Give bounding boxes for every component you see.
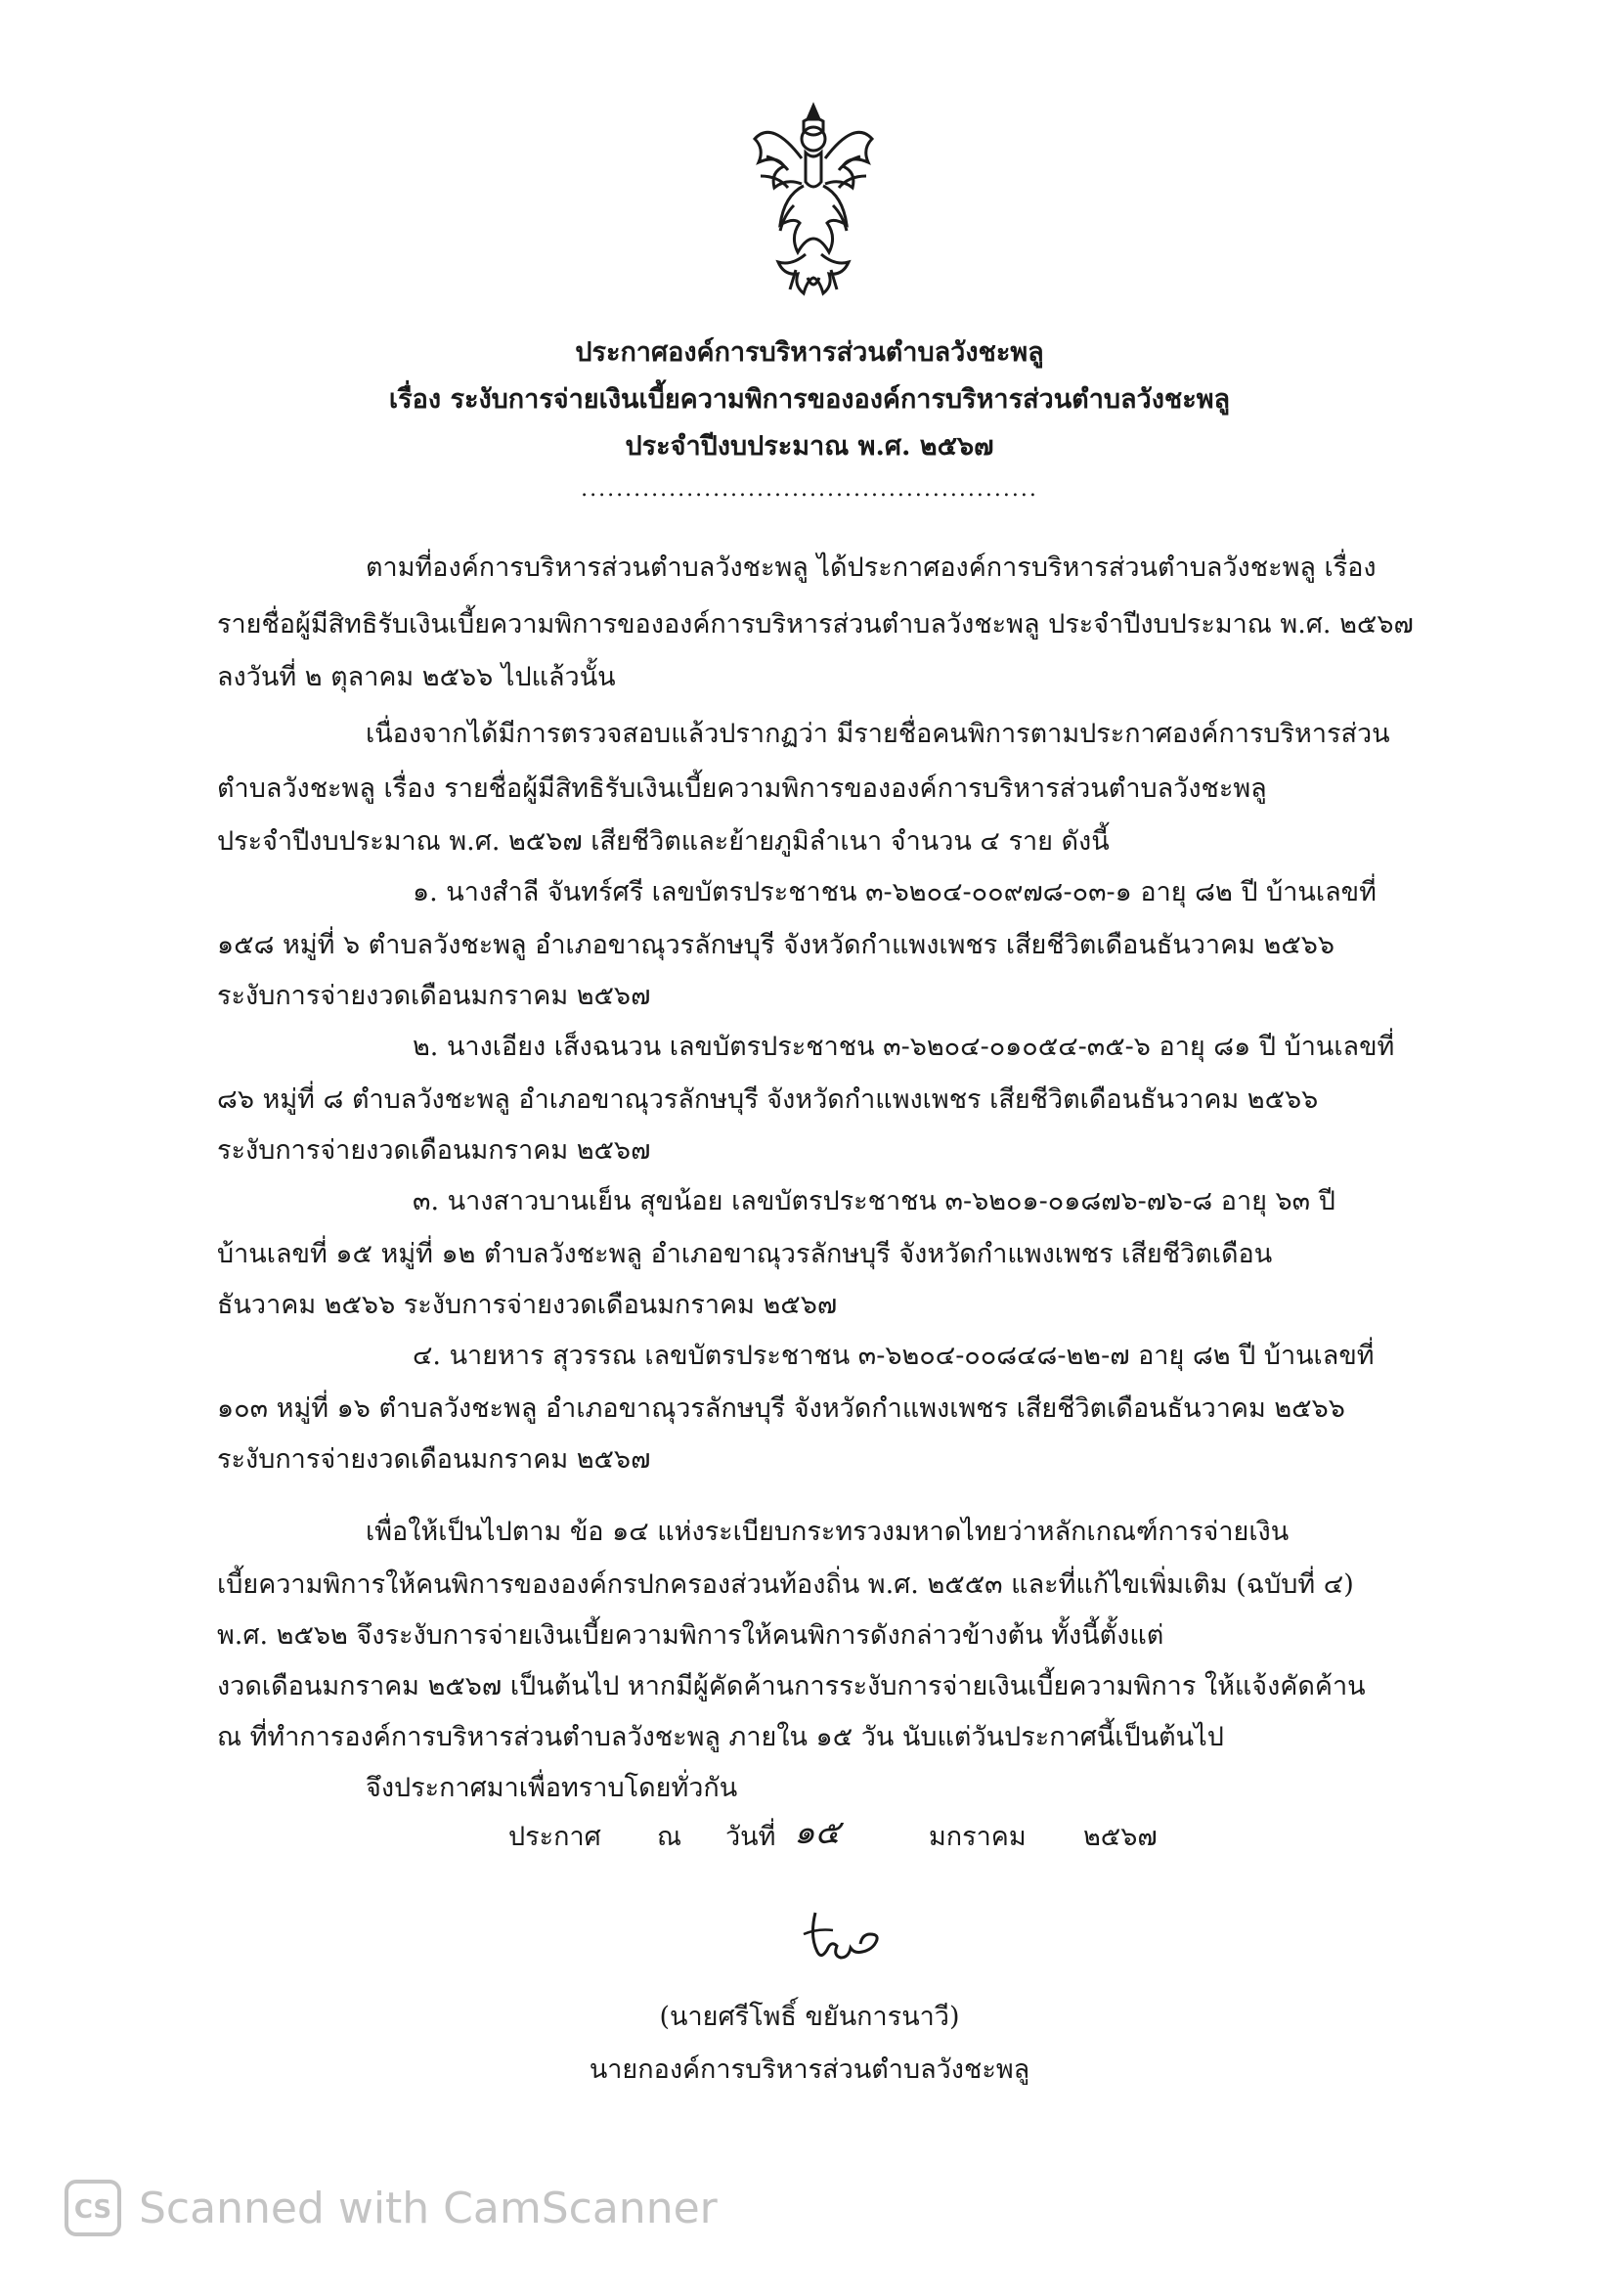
- paragraph-1-line-3: ลงวันที่ ๒ ตุลาคม ๒๕๖๖ ไปแล้วนั้น: [217, 662, 616, 692]
- title-line-3: ประจำปีงบประมาณ พ.ศ. ๒๕๖๗: [625, 431, 994, 462]
- signatory-position: นายกองค์การบริหารส่วนตำบลวังชะพลู: [589, 2054, 1030, 2085]
- paragraph-3-line-3: พ.ศ. ๒๕๖๒ จึงระงับการจ่ายเงินเบี้ยความพิการให้คนพิการดังกล่าวข้างต้น ทั้งนี้ตั้งแต่: [217, 1620, 1164, 1651]
- date-day-value: ๑๕: [794, 1813, 841, 1852]
- list-item-3-line-3: ธันวาคม ๒๕๖๖ ระงับการจ่ายงวดเดือนมกราคม ๒๕๖๗: [217, 1290, 838, 1320]
- paragraph-2-line-3: ประจำปีงบประมาณ พ.ศ. ๒๕๖๗ เสียชีวิตและย้ายภูมิลำเนา จำนวน ๔ ราย ดังนี้: [217, 826, 1110, 857]
- date-announced-label: ประกาศ: [508, 1822, 601, 1852]
- list-item-4-line-3: ระงับการจ่ายงวดเดือนมกราคม ๒๕๖๗: [217, 1444, 651, 1475]
- list-item-1-line-3: ระงับการจ่ายงวดเดือนมกราคม ๒๕๖๗: [217, 981, 651, 1011]
- list-item-2-line-1: ๒. นางเอียง เส็งฉนวน เลขบัตรประชาชน ๓-๖๒๐๔-๐๑๐๕๔-๓๕-๖ อายุ ๘๑ ปี บ้านเลขที่: [413, 1032, 1395, 1062]
- paragraph-2-line-2: ตำบลวังชะพลู เรื่อง รายชื่อผู้มีสิทธิรับเงินเบี้ยความพิการขององค์การบริหารส่วนตำบลวังชะพลู: [217, 773, 1267, 804]
- list-item-4-line-1: ๔. นายหาร สุวรรณ เลขบัตรประชาชน ๓-๖๒๐๔-๐๐๘๔๘-๒๒-๗ อายุ ๘๒ ปี บ้านเลขที่: [413, 1341, 1375, 1371]
- camscanner-logo-text: CS: [73, 2195, 112, 2225]
- list-item-1-line-1: ๑. นางสำลี จันทร์ศรี เลขบัตรประชาชน ๓-๖๒๐๔-๐๐๙๗๘-๐๓-๑ อายุ ๘๒ ปี บ้านเลขที่: [413, 877, 1377, 907]
- list-item-4-line-2: ๑๐๓ หมู่ที่ ๑๖ ตำบลวังชะพลู อำเภอขาณุวรลักษบุรี จังหวัดกำแพงเพชร เสียชีวิตเดือนธันวาคม ๒๕๖๖: [217, 1393, 1345, 1424]
- camscanner-text: Scanned with CamScanner: [139, 2183, 718, 2233]
- paragraph-3-line-1: เพื่อให้เป็นไปตาม ข้อ ๑๔ แห่งระเบียบกระทรวงมหาดไทยว่าหลักเกณฑ์การจ่ายเงิน: [366, 1517, 1290, 1547]
- list-item-3-line-2: บ้านเลขที่ ๑๕ หมู่ที่ ๑๒ ตำบลวังชะพลู อำเภอขาณุวรลักษบุรี จังหวัดกำแพงเพชร เสียชีวิตเดือน: [217, 1239, 1273, 1269]
- paragraph-1-line-2: รายชื่อผู้มีสิทธิรับเงินเบี้ยความพิการขององค์การบริหารส่วนตำบลวังชะพลู ประจำปีงบประมาณ พ.ศ. ๒๕๖๗: [217, 609, 1414, 640]
- title-divider: ....................................................: [581, 477, 1038, 502]
- closing-sentence: จึงประกาศมาเพื่อทราบโดยทั่วกัน: [366, 1773, 738, 1803]
- handwritten-signature: [794, 1905, 888, 1964]
- list-item-1-line-2: ๑๕๘ หมู่ที่ ๖ ตำบลวังชะพลู อำเภอขาณุวรลักษบุรี จังหวัดกำแพงเพชร เสียชีวิตเดือนธันวาคม ๒๕๖๖: [217, 930, 1335, 960]
- date-year: ๒๕๖๗: [1083, 1822, 1158, 1852]
- paragraph-3-line-4: งวดเดือนมกราคม ๒๕๖๗ เป็นต้นไป หากมีผู้คัดค้านการระงับการจ่ายเงินเบี้ยความพิการ ให้แจ้งคัดค้าน: [217, 1671, 1366, 1701]
- paragraph-1-line-1: ตามที่องค์การบริหารส่วนตำบลวังชะพลู ได้ประกาศองค์การบริหารส่วนตำบลวังชะพลู เรื่อง: [366, 552, 1377, 583]
- title-line-1: ประกาศองค์การบริหารส่วนตำบลวังชะพลู: [575, 337, 1044, 368]
- date-at-label: ณ: [657, 1822, 682, 1852]
- list-item-2-line-3: ระงับการจ่ายงวดเดือนมกราคม ๒๕๖๗: [217, 1135, 651, 1166]
- date-month: มกราคม: [929, 1822, 1027, 1852]
- list-item-2-line-2: ๘๖ หมู่ที่ ๘ ตำบลวังชะพลู อำเภอขาณุวรลักษบุรี จังหวัดกำแพงเพชร เสียชีวิตเดือนธันวาคม ๒๕๖๖: [217, 1084, 1319, 1115]
- paragraph-3-line-2: เบี้ยความพิการให้คนพิการขององค์กรปกครองส่วนท้องถิ่น พ.ศ. ๒๕๕๓ และที่แก้ไขเพิ่มเติม (ฉบับที่ ๔): [217, 1569, 1354, 1600]
- date-day-label: วันที่: [725, 1822, 776, 1852]
- list-item-3-line-1: ๓. นางสาวบานเย็น สุขน้อย เลขบัตรประชาชน ๓-๖๒๐๑-๐๑๘๗๖-๗๖-๘ อายุ ๖๓ ปี: [413, 1186, 1335, 1216]
- camscanner-logo-icon: [65, 2180, 121, 2236]
- camscanner-watermark: [65, 2179, 718, 2237]
- title-line-2: เรื่อง ระงับการจ่ายเงินเบี้ยความพิการขององค์การบริหารส่วนตำบลวังชะพลู: [388, 384, 1231, 415]
- paragraph-3-line-5: ณ ที่ทำการองค์การบริหารส่วนตำบลวังชะพลู ภายใน ๑๕ วัน นับแต่วันประกาศนี้เป็นต้นไป: [217, 1722, 1224, 1752]
- signatory-name: (นายศรีโพธิ์ ขยันการนาวี): [659, 2002, 960, 2032]
- garuda-emblem-icon: [747, 98, 880, 305]
- paragraph-2-line-1: เนื่องจากได้มีการตรวจสอบแล้วปรากฏว่า มีรายชื่อคนพิการตามประกาศองค์การบริหารส่วน: [366, 719, 1390, 749]
